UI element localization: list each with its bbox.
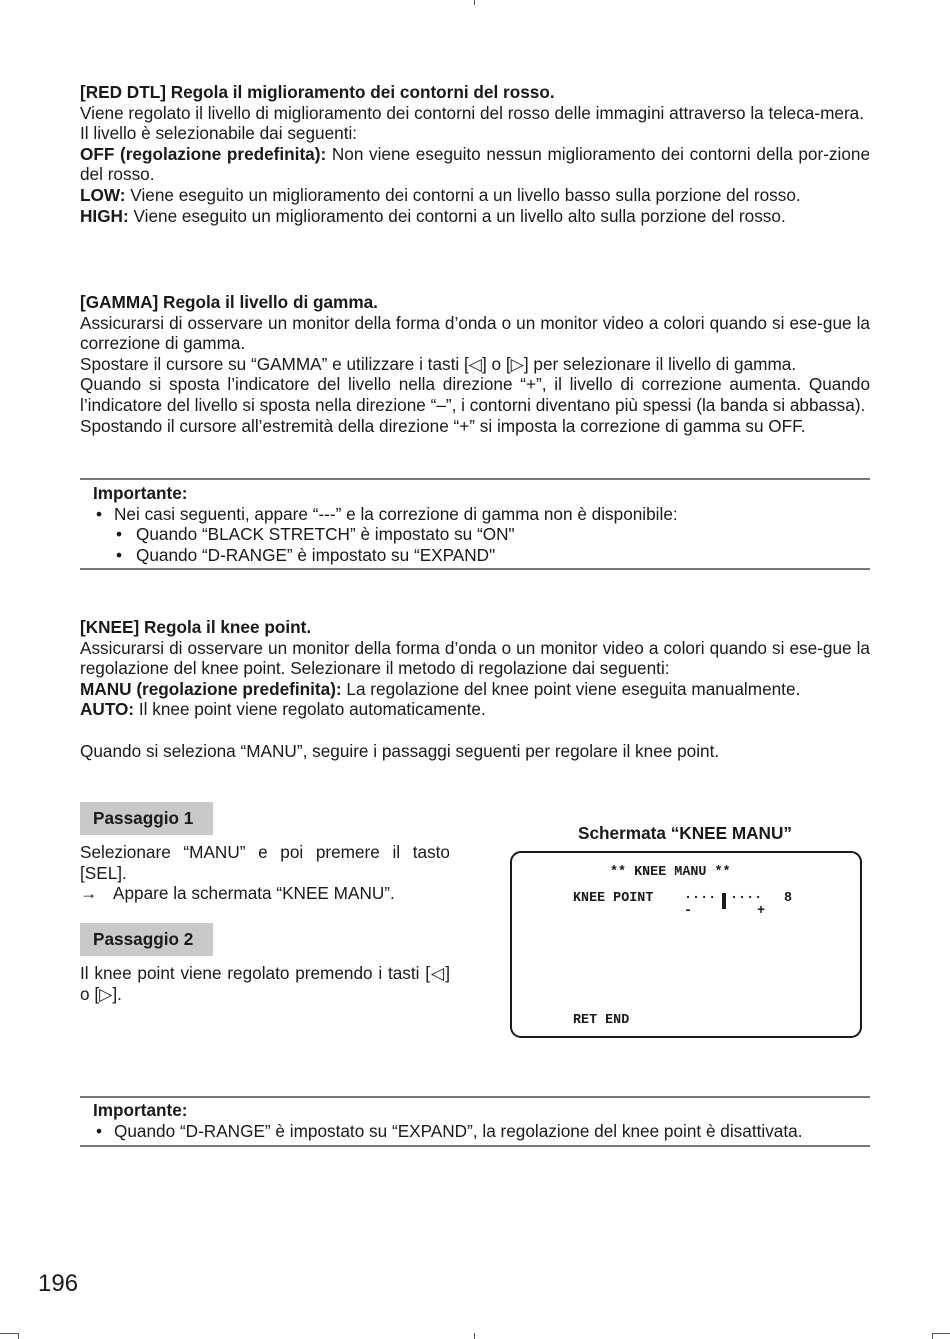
knee-paragraph: Quando si seleziona “MANU”, seguire i passaggi seguenti per regolare il knee point. <box>80 740 720 761</box>
auto-text: Il knee point viene regolato automaticamente. <box>134 699 486 720</box>
arrow-right-icon: → <box>80 883 98 904</box>
low-label: LOW: <box>80 184 126 205</box>
off-label: OFF (regolazione predefinita): <box>80 143 327 164</box>
knee-point-label: KNEE POINT <box>573 891 654 906</box>
gamma-heading: [GAMMA] Regola il livello di gamma. <box>80 292 378 312</box>
screen-header: ** KNEE MANU ** <box>610 865 731 880</box>
crop-mark <box>0 1333 18 1334</box>
list-item: • Nei casi seguenti, appare “---” e la correzione di gamma non è disponibile: <box>96 503 678 524</box>
crop-mark <box>932 1333 933 1339</box>
knee-heading: [KNEE] Regola il knee point. <box>80 617 312 637</box>
important-note <box>80 1100 870 1141</box>
knee-section <box>80 617 870 761</box>
divider <box>80 1096 870 1098</box>
knee-auto-item <box>80 699 870 720</box>
red-dtl-low-item <box>80 185 870 206</box>
red-dtl-section <box>80 82 870 226</box>
level-bar-right: ···· <box>730 891 763 906</box>
gamma-paragraph: Assicurarsi di osservare un monitor della forma d’onda o un monitor video a colori quando si ese-gue la correzione di gamma. <box>80 312 870 354</box>
high-text: Viene eseguito un miglioramento dei contorni a un livello alto sulla porzione del rosso. <box>128 205 786 226</box>
step-1-result: → Appare la schermata “KNEE MANU”. <box>80 883 395 904</box>
important-note <box>80 483 870 565</box>
important-title: Importante: <box>93 483 188 503</box>
step-2-label: Passaggio 2 <box>80 923 213 956</box>
red-dtl-high-item <box>80 206 870 227</box>
level-bar-left: ···· <box>684 891 717 906</box>
knee-manu-item <box>80 679 870 700</box>
divider <box>80 568 870 570</box>
high-label: HIGH: <box>80 205 129 226</box>
manu-text: La regolazione del knee point viene eseguita manualmente. <box>341 678 801 699</box>
page-number: 196 <box>38 1270 79 1297</box>
red-dtl-off-item <box>80 144 870 185</box>
list-item: • Quando “BLACK STRETCH” è impostato su “ON" <box>116 524 515 545</box>
off-text: Non viene eseguito nessun miglioramento dei contorni della por-zione del rosso. <box>80 143 871 185</box>
crop-mark <box>18 1333 19 1339</box>
step-2-text: Il knee point viene regolato premendo i tasti [◁] o [▷]. <box>80 963 450 1004</box>
gamma-paragraph: Spostare il cursore su “GAMMA” e utilizzare i tasti [◁] o [▷] per selezionare il livello di gamma. <box>80 353 797 374</box>
step-1-text: Selezionare “MANU” e poi premere il tasto [SEL]. → Appare la schermata “KNEE MANU”. <box>80 842 450 904</box>
crop-mark <box>474 1333 475 1339</box>
list-item: • Quando “D-RANGE” è impostato su “EXPAND”, la regolazione del knee point è disattivata. <box>96 1120 803 1141</box>
red-dtl-heading: [RED DTL] Regola il miglioramento dei contorni del rosso. <box>80 82 555 102</box>
knee-value: 8 <box>784 891 793 906</box>
level-indicator <box>722 893 726 909</box>
manu-label: MANU (regolazione predefinita): <box>80 678 342 699</box>
gamma-paragraph: Spostando il cursore all’estremità della direzione “+” si imposta la correzione di gamma su OFF. <box>80 415 806 436</box>
minus-sign: - <box>684 904 693 919</box>
step-1-label: Passaggio 1 <box>80 802 213 835</box>
divider <box>80 1145 870 1147</box>
gamma-paragraph: Quando si sposta l’indicatore del livello nella direzione “+”, il livello di correzione aumenta. Quando l’indicatore del livello si sposta nella direzione “–”, i contorni diventano più spessi (la banda si abbassa). <box>80 374 870 415</box>
knee-paragraph: Assicurarsi di osservare un monitor della forma d’onda o un monitor video a colori quando si ese-gue la regolazione del knee point. Selezionare il metodo di regolazione dai seguenti: <box>80 637 870 679</box>
gamma-section <box>80 292 870 436</box>
divider <box>80 478 870 480</box>
low-text: Viene eseguito un miglioramento dei contorni a un livello basso sulla porzione del rosso. <box>125 184 801 205</box>
auto-label: AUTO: <box>80 699 135 720</box>
knee-manu-screen <box>510 851 862 1038</box>
screen-footer: RET END <box>573 1013 630 1028</box>
red-dtl-paragraph: Viene regolato il livello di miglioramento dei contorni del rosso delle immagini attraverso la teleca-mera. <box>80 102 865 123</box>
screen-title: Schermata “KNEE MANU” <box>578 823 792 843</box>
important-title: Importante: <box>93 1100 188 1120</box>
red-dtl-paragraph: Il livello è selezionabile dai seguenti: <box>80 123 358 144</box>
crop-mark <box>932 1333 950 1334</box>
plus-sign: + <box>757 904 766 919</box>
list-item: • Quando “D-RANGE” è impostato su “EXPAND" <box>116 544 496 565</box>
crop-mark <box>474 0 475 5</box>
